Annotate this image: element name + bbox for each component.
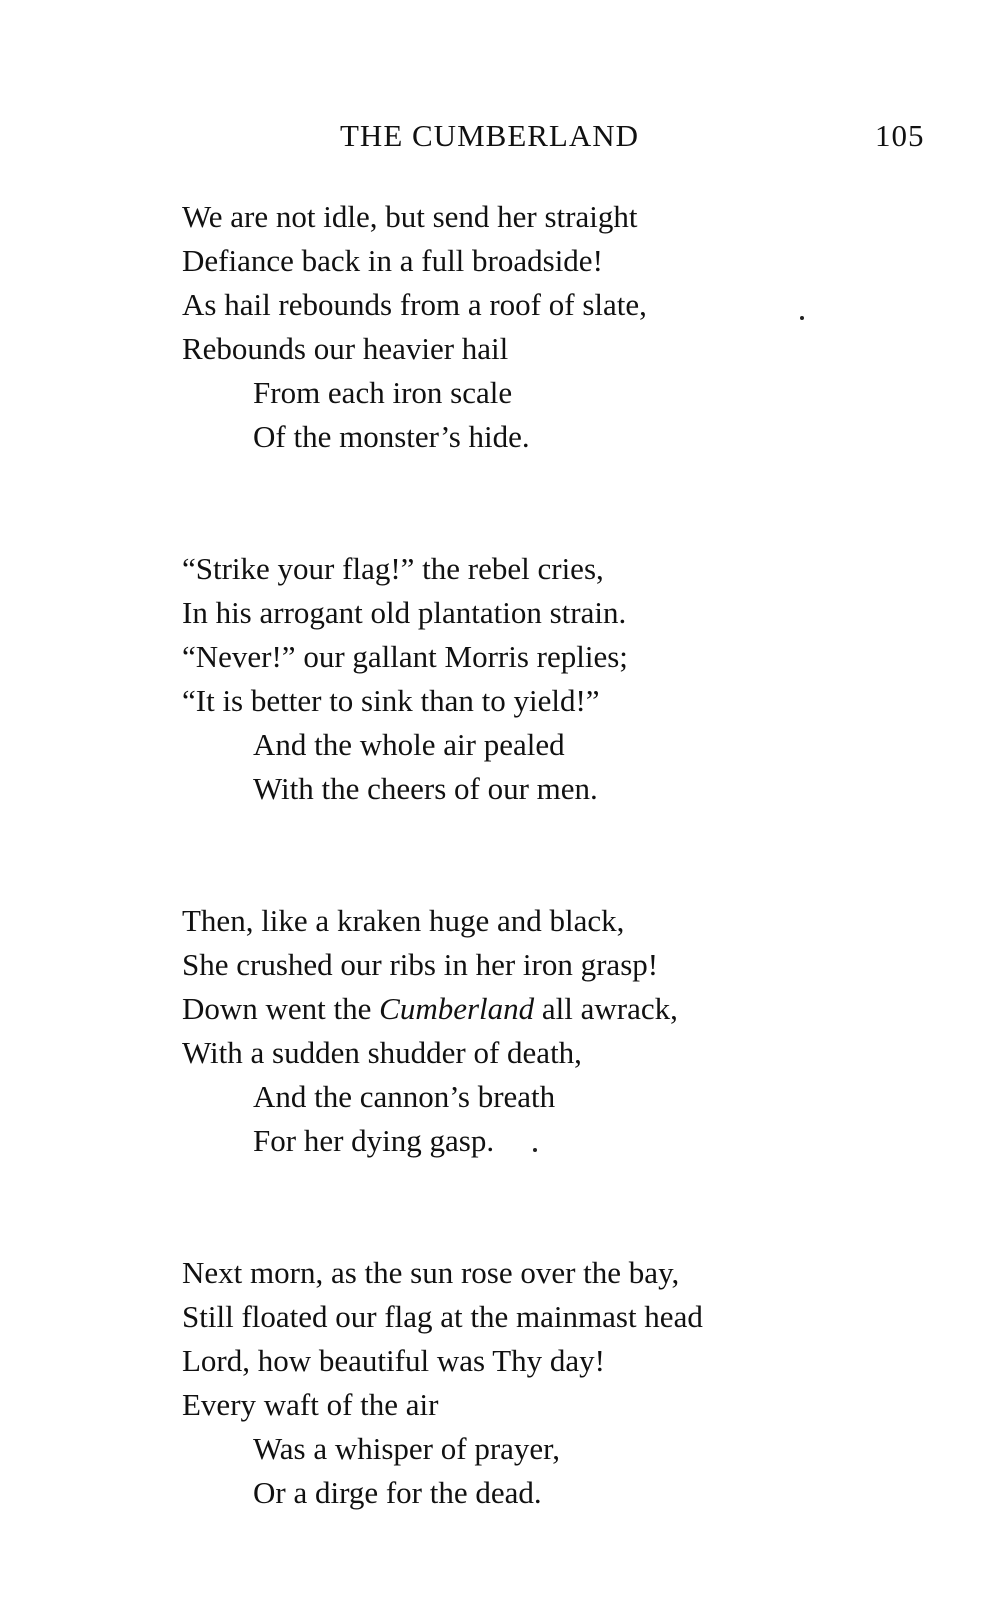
poem-line-indented: From each iron scale bbox=[253, 375, 513, 410]
poem-line: She crushed our ribs in her iron grasp! bbox=[182, 947, 659, 982]
stanza-4 bbox=[182, 1251, 902, 1515]
poem-line: Rebounds our heavier hail bbox=[182, 331, 509, 366]
stanza-3 bbox=[182, 899, 902, 1163]
poem-body bbox=[182, 195, 902, 1603]
poem-line: With a sudden shudder of death, bbox=[182, 1035, 582, 1070]
stanza-1 bbox=[182, 195, 902, 459]
poem-line: Lord, how beautiful was Thy day! bbox=[182, 1343, 605, 1378]
poem-line: “Never!” our gallant Morris replies; bbox=[182, 639, 628, 674]
poem-line-indented: Was a whisper of prayer, bbox=[253, 1431, 561, 1466]
page-number: 105 bbox=[875, 118, 925, 153]
poem-line: Then, like a kraken huge and black, bbox=[182, 903, 625, 938]
poem-line-indented: And the whole air pealed bbox=[253, 727, 565, 762]
poem-line: Next morn, as the sun rose over the bay, bbox=[182, 1255, 680, 1290]
stanza-2 bbox=[182, 547, 902, 811]
ship-name-italic: Cumberland bbox=[379, 991, 535, 1026]
running-title: THE CUMBERLAND bbox=[340, 118, 640, 153]
line-text-before: Down went the bbox=[182, 991, 372, 1026]
poem-line-indented: For her dying gasp. bbox=[253, 1123, 495, 1158]
poem-line: Still floated our flag at the mainmast head bbox=[182, 1299, 703, 1334]
poem-line-indented: Or a dirge for the dead. bbox=[253, 1475, 542, 1510]
poem-line: Every waft of the air bbox=[182, 1387, 439, 1422]
poem-line: “Strike your flag!” the rebel cries, bbox=[182, 551, 604, 586]
poem-line-indented: And the cannon’s breath bbox=[253, 1079, 556, 1114]
poem-line: Defiance back in a full broadside! bbox=[182, 243, 603, 278]
poem-line-indented: With the cheers of our men. bbox=[253, 771, 598, 806]
ink-speck bbox=[533, 1148, 537, 1152]
line-text-after: all awrack, bbox=[541, 991, 678, 1026]
running-head bbox=[0, 118, 1000, 158]
ink-speck bbox=[800, 316, 804, 320]
poem-line-indented: Of the monster’s hide. bbox=[253, 419, 530, 454]
poem-line: We are not idle, but send her straight bbox=[182, 199, 638, 234]
poem-line-with-italic bbox=[182, 987, 902, 1031]
poem-line: “It is better to sink than to yield!” bbox=[182, 683, 600, 718]
poem-line: In his arrogant old plantation strain. bbox=[182, 595, 627, 630]
poem-line: As hail rebounds from a roof of slate, bbox=[182, 287, 647, 322]
